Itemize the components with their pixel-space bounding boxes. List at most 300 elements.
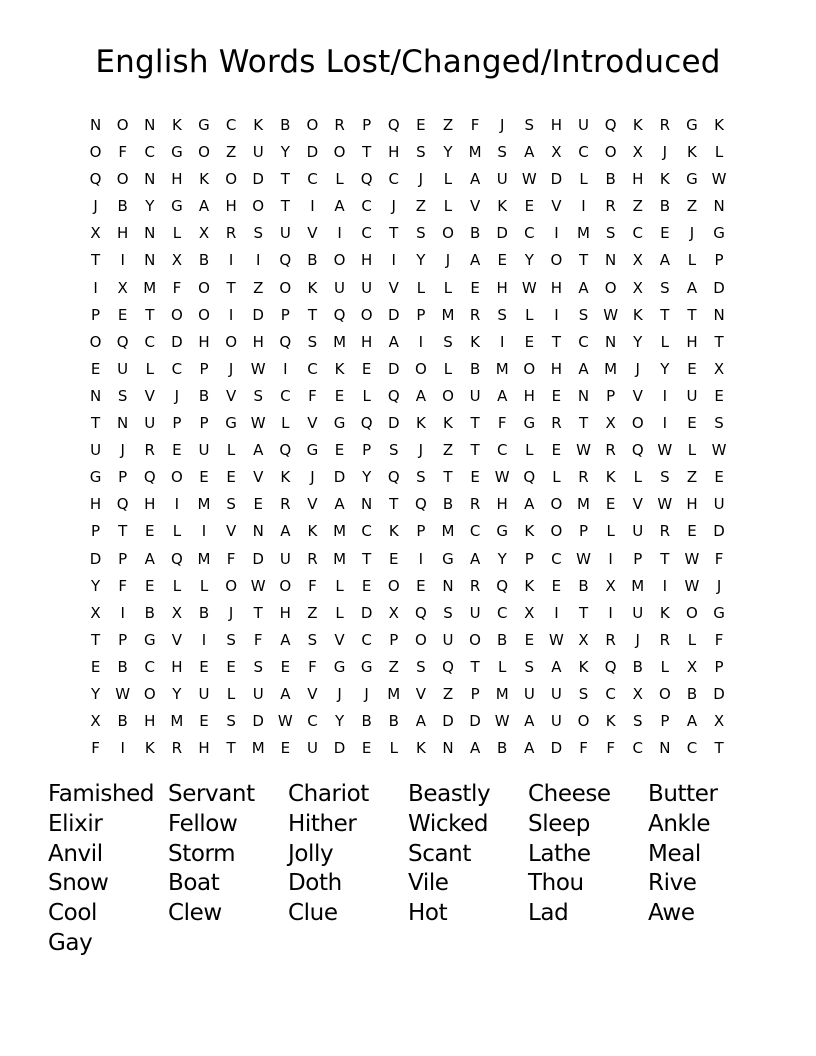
word-list-item: Chariot [288,781,369,807]
grid-letter: D [360,603,373,622]
grid-letter: N [659,739,671,758]
grid-letter: S [416,468,426,487]
grid-letter: X [713,712,725,731]
grid-letter: T [389,224,399,243]
grid-letter: E [687,359,697,378]
grid-letter: J [716,576,722,595]
grid-letter: P [199,359,209,378]
grid-letter: P [714,657,724,676]
grid-letter: Z [442,684,454,703]
grid-letter: X [551,143,562,162]
word-list-item: Cheese [528,781,611,807]
grid-letter: P [362,441,372,460]
grid-letter: J [662,143,668,162]
grid-letter: M [333,549,347,568]
grid-letter: F [579,739,588,758]
grid-letter: Y [362,468,372,487]
grid-letter: H [279,603,291,622]
grid-letter: R [469,576,481,595]
grid-letter: B [442,495,454,514]
grid-letter: U [550,712,562,731]
grid-letter: C [469,522,481,541]
grid-letter: T [90,630,101,649]
grid-letter: D [252,712,264,731]
grid-letter: W [576,549,591,568]
word-list-item: Gay [48,929,93,956]
grid-letter: S [524,116,535,134]
grid-letter: F [118,143,127,162]
word-list-item: Clew [168,900,222,927]
grid-letter: Q [604,116,617,134]
word-list-item: Storm [168,840,236,867]
grid-letter: A [144,549,155,568]
grid-letter: U [632,603,644,622]
grid-letter: O [252,197,265,216]
grid-letter: D [387,305,400,324]
grid-letter: E [199,712,209,731]
grid-letter: W [115,684,131,703]
grid-letter: A [469,170,481,189]
grid-letter: C [496,441,508,460]
grid-letter: O [198,278,210,297]
grid-letter: J [310,468,315,487]
grid-letter: J [364,684,369,703]
grid-letter: E [524,332,535,351]
grid-letter: T [145,305,155,324]
grid-letter: M [170,712,184,731]
grid-letter: U [632,522,644,541]
grid-letter: A [415,386,426,405]
grid-letter: V [225,386,237,405]
grid-letter: T [280,170,290,189]
grid-letter: L [579,170,588,189]
grid-letter: Q [360,414,373,433]
grid-letter: K [632,116,643,134]
grid-letter: B [605,170,616,189]
grid-letter: Z [442,116,454,134]
grid-row [82,167,733,194]
word-list-item: Lathe [528,840,591,867]
grid-letter: O [442,386,454,405]
grid-letter: R [605,441,616,460]
grid-letter: U [252,684,264,703]
grid-letter: F [606,739,615,758]
grid-letter: U [252,143,264,162]
grid-letter: K [578,657,589,676]
grid-letter: S [226,630,236,649]
grid-letter: E [389,549,399,568]
grid-letter: H [632,170,644,189]
grid-letter: O [170,468,183,487]
grid-row [82,330,733,357]
grid-letter: A [578,278,589,297]
grid-letter: M [495,359,509,378]
grid-letter: H [89,495,102,514]
grid-letter: A [469,739,481,758]
grid-letter: K [199,170,209,189]
grid-letter: J [93,197,98,216]
grid-letter: T [118,522,128,541]
grid-letter: E [470,278,480,297]
grid-letter: T [362,549,372,568]
grid-letter: K [280,468,291,487]
grid-letter: U [279,549,291,568]
grid-letter: D [550,739,563,758]
grid-letter: C [605,684,616,703]
grid-letter: L [660,332,670,351]
grid-letter: A [388,332,399,351]
grid-letter: J [689,224,695,243]
grid-letter: P [199,414,209,433]
grid-letter: Y [90,684,101,703]
grid-letter: P [362,116,372,134]
grid-letter: C [307,712,318,731]
grid-row [82,303,733,330]
grid-letter: X [632,684,643,703]
grid-letter: C [144,143,156,162]
grid-letter: K [415,414,426,433]
grid-letter: M [143,278,157,297]
grid-letter: H [144,495,156,514]
grid-letter: X [713,359,725,378]
grid-letter: T [578,251,589,270]
grid-letter: W [494,712,510,731]
word-list-item: Butter [648,781,718,807]
grid-letter: G [713,603,725,622]
grid-letter: S [660,468,670,487]
grid-letter: L [687,251,697,270]
grid-letter: H [225,197,237,216]
grid-letter: B [361,712,372,731]
grid-letter: B [144,603,155,622]
grid-letter: P [118,549,128,568]
grid-letter: A [524,739,535,758]
grid-letter: O [604,143,617,162]
grid-letter: G [333,657,346,676]
grid-letter: Q [333,305,346,324]
grid-letter: M [577,495,590,514]
grid-letter: M [441,522,455,541]
grid-letter: S [578,684,589,703]
grid-letter: K [253,116,264,134]
grid-letter: F [714,549,724,568]
grid-letter: G [686,116,698,134]
grid-letter: T [687,305,697,324]
grid-letter: B [117,197,128,216]
word-list-item: Awe [648,900,695,927]
grid-letter: X [117,278,128,297]
grid-letter: H [523,386,535,405]
grid-letter: C [578,332,589,351]
grid-letter: N [442,739,454,758]
grid-letter: C [388,170,399,189]
grid-letter: B [388,712,399,731]
grid-letter: U [578,116,590,134]
grid-letter: Y [497,549,507,568]
grid-letter: O [414,359,427,378]
grid-letter: T [307,305,318,324]
grid-letter: G [333,414,346,433]
grid-letter: Q [279,332,292,351]
grid-letter: C [361,630,372,649]
grid-row [82,194,733,221]
grid-letter: R [469,495,481,514]
grid-row [82,601,733,628]
word-list-item: Lad [528,900,569,927]
grid-letter: U [550,684,562,703]
grid-letter: X [90,224,101,243]
grid-letter: R [659,116,671,134]
grid-letter: N [144,224,156,243]
grid-letter: E [524,630,535,649]
grid-letter: A [524,143,535,162]
grid-letter: B [469,359,481,378]
grid-letter: X [605,414,616,433]
grid-letter: I [337,224,342,243]
grid-letter: X [171,251,183,270]
grid-letter: O [523,359,536,378]
grid-row [82,357,733,384]
grid-letter: M [197,549,211,568]
grid-letter: O [333,143,346,162]
grid-letter: D [550,170,563,189]
word-list-item: Snow [48,870,109,897]
grid-letter: C [307,170,318,189]
grid-letter: E [687,522,697,541]
grid-letter: M [197,495,211,514]
grid-letter: I [120,739,125,758]
grid-letter: I [608,549,613,568]
grid-letter: A [280,522,291,541]
grid-letter: O [550,522,563,541]
grid-letter: F [714,630,724,649]
grid-letter: L [552,468,561,487]
word-list-item: Clue [288,900,338,927]
grid-letter: E [226,468,236,487]
word-list-item: Rive [648,870,697,897]
grid-letter: C [632,739,643,758]
grid-letter: O [686,603,698,622]
grid-letter: X [578,630,589,649]
grid-letter: T [280,197,290,216]
grid-letter: R [659,522,671,541]
grid-letter: U [117,359,129,378]
grid-letter: H [252,332,264,351]
grid-letter: D [252,170,264,189]
grid-letter: Q [170,549,183,568]
grid-letter: R [307,549,318,568]
grid-row [82,736,733,763]
grid-letter: Q [116,332,129,351]
grid-letter: O [225,576,237,595]
grid-letter: A [686,712,698,731]
grid-letter: V [307,684,318,703]
grid-letter: O [116,116,129,134]
grid-letter: S [416,143,426,162]
grid-letter: E [470,468,480,487]
grid-letter: D [89,549,102,568]
grid-letter: E [145,522,155,541]
grid-letter: E [714,386,724,405]
grid-letter: S [226,495,236,514]
grid-letter: I [662,414,668,433]
grid-letter: K [687,143,697,162]
grid-letter: P [714,251,724,270]
grid-letter: E [361,359,372,378]
grid-letter: Y [145,197,155,216]
grid-letter: L [498,657,507,676]
word-list [48,780,768,959]
grid-letter: H [550,116,563,134]
grid-letter: D [333,739,346,758]
grid-letter: I [174,495,180,514]
grid-letter: W [657,441,673,460]
word-list-item: Ankle [648,810,711,837]
grid-letter: W [277,712,293,731]
word-list-item: Anvil [48,840,103,867]
grid-letter: N [117,414,129,433]
grid-letter: Z [225,143,237,162]
grid-letter: A [524,712,535,731]
grid-letter: L [633,468,642,487]
grid-letter: C [361,224,372,243]
grid-letter: B [497,630,508,649]
grid-letter: P [118,630,128,649]
grid-letter: I [228,305,234,324]
grid-letter: E [334,441,345,460]
grid-letter: K [307,278,318,297]
grid-letter: H [198,332,210,351]
grid-letter: I [120,603,125,622]
grid-letter: E [551,386,562,405]
grid-letter: S [443,603,453,622]
grid-letter: L [172,576,182,595]
grid-letter: D [442,712,454,731]
grid-row [82,384,733,411]
grid-letter: H [361,251,373,270]
grid-letter: G [143,630,156,649]
grid-letter: I [120,251,125,270]
grid-letter: V [253,468,264,487]
grid-letter: R [659,630,671,649]
grid-letter: O [198,305,210,324]
grid-letter: X [686,657,698,676]
grid-letter: X [632,251,643,270]
grid-letter: A [686,278,698,297]
grid-letter: Y [524,251,534,270]
grid-letter: H [686,332,698,351]
word-list-item: Fellow [168,810,238,837]
grid-letter: L [606,522,615,541]
grid-letter: L [443,278,453,297]
grid-letter: M [387,684,401,703]
grid-letter: W [711,441,727,460]
grid-letter: U [469,603,481,622]
grid-letter: K [171,116,182,134]
grid-letter: P [470,684,480,703]
grid-row [82,709,733,736]
grid-letter: C [361,197,372,216]
grid-letter: T [660,549,670,568]
grid-letter: U [523,684,535,703]
word-list-item: Elixir [48,810,103,837]
grid-letter: I [228,251,234,270]
grid-letter: D [496,224,508,243]
grid-letter: J [445,251,451,270]
grid-letter: V [171,630,183,649]
grid-letter: L [281,414,290,433]
grid-letter: U [334,278,346,297]
grid-letter: V [469,197,481,216]
grid-letter: I [554,305,559,324]
grid-letter: A [497,386,508,405]
grid-letter: I [418,332,424,351]
grid-letter: H [686,495,698,514]
grid-letter: G [89,468,102,487]
grid-letter: Y [660,359,670,378]
grid-letter: O [360,305,373,324]
grid-letter: C [280,386,291,405]
grid-letter: A [198,197,210,216]
grid-letter: Q [604,657,617,676]
grid-letter: Q [523,468,536,487]
word-list-item: Sleep [528,810,590,837]
grid-letter: B [686,684,698,703]
grid-letter: Q [387,116,400,134]
grid-letter: W [521,278,537,297]
grid-letter: Y [633,332,643,351]
grid-letter: H [117,224,129,243]
grid-letter: M [495,684,509,703]
grid-letter: H [361,332,373,351]
grid-letter: I [662,386,668,405]
grid-letter: P [389,630,399,649]
grid-letter: K [524,522,535,541]
grid-letter: E [416,576,426,595]
grid-letter: T [551,332,561,351]
grid-letter: U [279,224,291,243]
word-list-item: Meal [648,840,701,867]
grid-letter: E [551,441,562,460]
grid-letter: O [225,332,237,351]
grid-letter: B [117,712,128,731]
grid-letter: O [143,684,156,703]
grid-letter: A [415,712,426,731]
grid-letter: D [306,143,319,162]
grid-letter: X [388,603,399,622]
grid-letter: X [90,712,101,731]
grid-letter: E [90,359,101,378]
grid-letter: J [635,630,640,649]
grid-letter: K [443,414,453,433]
grid-letter: O [116,170,129,189]
grid-letter: L [335,576,344,595]
grid-letter: O [604,278,617,297]
grid-letter: K [470,332,480,351]
grid-letter: W [711,170,727,189]
grid-letter: K [334,359,345,378]
grid-letter: S [388,441,399,460]
grid-letter: I [554,603,559,622]
grid-letter: W [657,495,673,514]
grid-letter: T [389,495,399,514]
grid-letter: R [280,495,291,514]
word-list-item: Jolly [288,840,334,867]
grid-letter: Z [632,197,643,216]
grid-letter: B [198,603,210,622]
grid-letter: I [93,278,98,297]
grid-letter: V [307,495,318,514]
